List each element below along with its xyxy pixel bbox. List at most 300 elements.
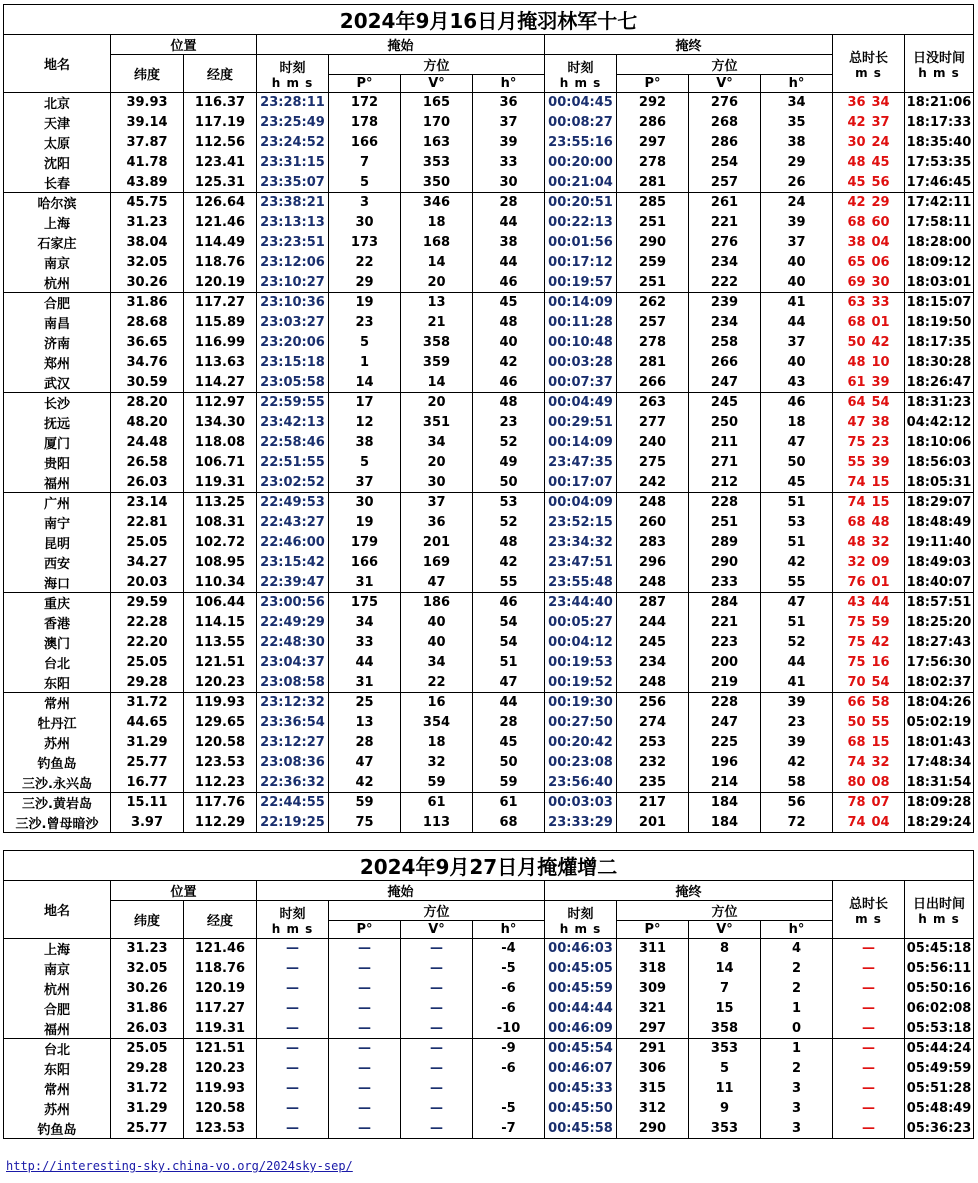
- duration-seconds: 04: [871, 235, 890, 250]
- start-h-cell: 52: [473, 433, 545, 453]
- end-time-cell: 00:19:57: [545, 273, 617, 293]
- end-p-cell: 281: [617, 353, 689, 373]
- sunset-cell: 18:30:28: [905, 353, 974, 373]
- duration-seconds: 44: [871, 595, 890, 611]
- table-row: [4, 1039, 974, 1059]
- sunset-cell: 18:03:01: [905, 273, 974, 293]
- header-v: V°: [401, 75, 473, 93]
- table-row: [4, 633, 974, 653]
- end-p-cell: 297: [617, 1019, 689, 1039]
- lat-cell: 26.58: [111, 453, 184, 473]
- end-v-cell: 184: [689, 793, 761, 813]
- end-v-cell: 225: [689, 733, 761, 753]
- start-v-cell: 18: [401, 733, 473, 753]
- lon-cell: 117.19: [184, 113, 257, 133]
- end-v-cell: 223: [689, 633, 761, 653]
- start-v-cell: 165: [401, 93, 473, 113]
- place-cell: 太原: [4, 133, 111, 153]
- start-time-cell: 23:24:52: [257, 133, 329, 153]
- start-p-cell: 19: [329, 293, 401, 313]
- table-title: 2024年9月16日月掩羽林军十七: [4, 5, 974, 35]
- duration-seconds: 32: [871, 755, 890, 770]
- sunset-cell: 17:42:11: [905, 193, 974, 213]
- start-h-cell: 48: [473, 313, 545, 333]
- lon-cell: 119.93: [184, 1079, 257, 1099]
- table-row: [4, 773, 974, 793]
- lat-cell: 23.14: [111, 493, 184, 513]
- table-row: [4, 1119, 974, 1139]
- start-time-cell: 23:03:27: [257, 313, 329, 333]
- start-p-cell: 31: [329, 673, 401, 693]
- end-p-cell: 275: [617, 453, 689, 473]
- lon-cell: 120.23: [184, 1059, 257, 1079]
- lon-cell: 120.23: [184, 673, 257, 693]
- end-p-cell: 244: [617, 613, 689, 633]
- start-v-cell: 20: [401, 273, 473, 293]
- lat-cell: 29.28: [111, 1059, 184, 1079]
- start-time-cell: —: [257, 1099, 329, 1119]
- header-place: 地名: [4, 35, 111, 93]
- end-time-cell: 00:45:54: [545, 1039, 617, 1059]
- end-h-cell: 40: [761, 353, 833, 373]
- duration-seconds: 34: [871, 95, 890, 111]
- header-end-azimuth: 方位: [617, 901, 833, 921]
- end-h-cell: 18: [761, 413, 833, 433]
- start-p-cell: 5: [329, 453, 401, 473]
- lat-cell: 31.23: [111, 939, 184, 959]
- header-p: P°: [329, 921, 401, 939]
- start-v-cell: 21: [401, 313, 473, 333]
- lat-cell: 29.28: [111, 673, 184, 693]
- start-v-cell: 18: [401, 213, 473, 233]
- start-p-cell: 30: [329, 213, 401, 233]
- duration-minutes: 43: [847, 595, 866, 611]
- table-row: [4, 513, 974, 533]
- end-v-cell: 276: [689, 233, 761, 253]
- duration-seconds: 01: [871, 315, 890, 330]
- end-p-cell: 217: [617, 793, 689, 813]
- duration-minutes: 74: [847, 474, 866, 490]
- duration-seconds: 37: [871, 115, 890, 130]
- duration-minutes: 75: [847, 615, 866, 630]
- place-cell: 三沙.永兴岛: [4, 773, 111, 793]
- end-v-cell: 353: [689, 1039, 761, 1059]
- lon-cell: 118.76: [184, 253, 257, 273]
- end-p-cell: 318: [617, 959, 689, 979]
- end-v-cell: 251: [689, 513, 761, 533]
- duration-minutes: 76: [847, 574, 866, 590]
- sunset-cell: 18:01:43: [905, 733, 974, 753]
- end-h-cell: 2: [761, 1059, 833, 1079]
- end-v-cell: 15: [689, 999, 761, 1019]
- end-v-cell: 276: [689, 93, 761, 113]
- table-title: 2024年9月27日月掩爟增二: [4, 851, 974, 881]
- table-row: [4, 193, 974, 213]
- table-row: [4, 979, 974, 999]
- sunset-cell: 17:48:34: [905, 753, 974, 773]
- start-v-cell: 350: [401, 173, 473, 193]
- start-v-cell: —: [401, 1019, 473, 1039]
- duration-cell: [833, 213, 905, 233]
- start-p-cell: 179: [329, 533, 401, 553]
- end-h-cell: 56: [761, 793, 833, 813]
- lat-cell: 39.14: [111, 113, 184, 133]
- end-p-cell: 262: [617, 293, 689, 313]
- duration-seconds: 42: [871, 635, 890, 650]
- duration-cell: [833, 813, 905, 833]
- table-row: [4, 593, 974, 613]
- start-h-cell: 61: [473, 793, 545, 813]
- sunset-cell: 18:02:37: [905, 673, 974, 693]
- end-time-cell: 00:23:08: [545, 753, 617, 773]
- start-v-cell: 163: [401, 133, 473, 153]
- start-time-cell: 22:39:47: [257, 573, 329, 593]
- end-h-cell: 55: [761, 573, 833, 593]
- lat-cell: 45.75: [111, 193, 184, 213]
- end-h-cell: 0: [761, 1019, 833, 1039]
- start-p-cell: 178: [329, 113, 401, 133]
- lon-cell: 119.93: [184, 693, 257, 713]
- sunset-cell: 18:35:40: [905, 133, 974, 153]
- end-h-cell: 1: [761, 999, 833, 1019]
- end-time-cell: 00:14:09: [545, 293, 617, 313]
- start-time-cell: —: [257, 1039, 329, 1059]
- start-v-cell: 36: [401, 513, 473, 533]
- duration-cell: [833, 713, 905, 733]
- duration-cell: [833, 493, 905, 513]
- start-p-cell: 175: [329, 593, 401, 613]
- sunrise-cell: 05:53:18: [905, 1019, 974, 1039]
- end-h-cell: 42: [761, 753, 833, 773]
- end-v-cell: 261: [689, 193, 761, 213]
- table-row: [4, 393, 974, 413]
- start-v-cell: 61: [401, 793, 473, 813]
- start-h-cell: 53: [473, 493, 545, 513]
- duration-seconds: 15: [871, 735, 890, 750]
- end-h-cell: 37: [761, 233, 833, 253]
- sunrise-cell: 05:44:24: [905, 1039, 974, 1059]
- lat-cell: 31.23: [111, 213, 184, 233]
- duration-cell: [833, 613, 905, 633]
- duration-minutes: 78: [847, 795, 866, 811]
- start-time-cell: —: [257, 999, 329, 1019]
- start-time-cell: 23:12:06: [257, 253, 329, 273]
- lat-cell: 26.03: [111, 473, 184, 493]
- duration-minutes: 50: [847, 335, 866, 350]
- place-cell: 上海: [4, 213, 111, 233]
- duration-minutes: 68: [847, 315, 866, 330]
- start-time-cell: 22:44:55: [257, 793, 329, 813]
- sunset-cell: 18:09:28: [905, 793, 974, 813]
- end-p-cell: 309: [617, 979, 689, 999]
- start-v-cell: 16: [401, 693, 473, 713]
- end-time-cell: 00:20:51: [545, 193, 617, 213]
- duration-minutes: 66: [847, 695, 866, 711]
- place-cell: 武汉: [4, 373, 111, 393]
- start-p-cell: 166: [329, 553, 401, 573]
- duration-cell: [833, 753, 905, 773]
- end-h-cell: 2: [761, 979, 833, 999]
- end-p-cell: 242: [617, 473, 689, 493]
- table-row: [4, 1099, 974, 1119]
- end-v-cell: 266: [689, 353, 761, 373]
- sunrise-cell: 05:50:16: [905, 979, 974, 999]
- lon-cell: 113.25: [184, 493, 257, 513]
- duration-minutes: 38: [847, 235, 866, 250]
- place-cell: 西安: [4, 553, 111, 573]
- end-p-cell: 287: [617, 593, 689, 613]
- duration-seconds: 59: [871, 615, 890, 630]
- start-v-cell: 34: [401, 653, 473, 673]
- end-p-cell: 248: [617, 493, 689, 513]
- lon-cell: 129.65: [184, 713, 257, 733]
- duration-cell: —: [833, 939, 905, 959]
- start-v-cell: 201: [401, 533, 473, 553]
- duration-minutes: 75: [847, 655, 866, 670]
- header-h: h°: [473, 921, 545, 939]
- table-row: [4, 813, 974, 833]
- duration-minutes: 32: [847, 555, 866, 570]
- table-row: [4, 253, 974, 273]
- place-cell: 昆明: [4, 533, 111, 553]
- duration-cell: [833, 593, 905, 613]
- start-p-cell: —: [329, 979, 401, 999]
- end-time-cell: 00:29:51: [545, 413, 617, 433]
- end-v-cell: 353: [689, 1119, 761, 1139]
- duration-minutes: 61: [847, 374, 866, 390]
- lat-cell: 31.72: [111, 1079, 184, 1099]
- place-cell: 福州: [4, 1019, 111, 1039]
- start-p-cell: 47: [329, 753, 401, 773]
- start-h-cell: 47: [473, 673, 545, 693]
- place-cell: 杭州: [4, 273, 111, 293]
- end-time-cell: 00:27:50: [545, 713, 617, 733]
- start-h-cell: 30: [473, 173, 545, 193]
- duration-seconds: 30: [871, 274, 890, 290]
- table-row: [4, 433, 974, 453]
- start-time-cell: 23:05:58: [257, 373, 329, 393]
- start-v-cell: 13: [401, 293, 473, 313]
- start-h-cell: 42: [473, 553, 545, 573]
- sunset-cell: 18:31:23: [905, 393, 974, 413]
- header-p: P°: [617, 921, 689, 939]
- duration-cell: [833, 413, 905, 433]
- lon-cell: 117.27: [184, 293, 257, 313]
- end-h-cell: 44: [761, 653, 833, 673]
- sunset-cell: 17:56:30: [905, 653, 974, 673]
- header-h: h°: [473, 75, 545, 93]
- start-p-cell: 37: [329, 473, 401, 493]
- start-p-cell: 42: [329, 773, 401, 793]
- duration-cell: [833, 433, 905, 453]
- source-link[interactable]: http://interesting-sky.china-vo.org/2024sky-sep/: [6, 1159, 353, 1173]
- place-cell: 牡丹江: [4, 713, 111, 733]
- end-h-cell: 38: [761, 133, 833, 153]
- place-cell: 台北: [4, 1039, 111, 1059]
- start-p-cell: 12: [329, 413, 401, 433]
- table-row: [4, 173, 974, 193]
- table-row: [4, 453, 974, 473]
- lon-cell: 114.49: [184, 233, 257, 253]
- duration-seconds: 32: [871, 535, 890, 550]
- header-end: 掩终: [545, 881, 833, 901]
- table-row: [4, 373, 974, 393]
- lat-cell: 31.29: [111, 733, 184, 753]
- table-row: [4, 713, 974, 733]
- end-v-cell: 254: [689, 153, 761, 173]
- end-p-cell: 251: [617, 213, 689, 233]
- start-time-cell: 22:58:46: [257, 433, 329, 453]
- table-row: [4, 473, 974, 493]
- end-time-cell: 23:44:40: [545, 593, 617, 613]
- duration-minutes: 80: [847, 774, 866, 790]
- table-row: [4, 673, 974, 693]
- lat-cell: 22.81: [111, 513, 184, 533]
- end-h-cell: 53: [761, 513, 833, 533]
- duration-cell: [833, 333, 905, 353]
- end-time-cell: 00:03:28: [545, 353, 617, 373]
- start-p-cell: 30: [329, 493, 401, 513]
- table-row: [4, 573, 974, 593]
- header-start-time: 时刻 h m s: [257, 55, 329, 93]
- end-h-cell: 1: [761, 1039, 833, 1059]
- start-p-cell: —: [329, 1039, 401, 1059]
- start-h-cell: -9: [473, 1039, 545, 1059]
- end-v-cell: 257: [689, 173, 761, 193]
- duration-minutes: 68: [847, 515, 866, 530]
- end-v-cell: 250: [689, 413, 761, 433]
- occultation-table-2: [3, 850, 974, 1139]
- lat-cell: 38.04: [111, 233, 184, 253]
- start-time-cell: —: [257, 959, 329, 979]
- start-time-cell: —: [257, 1019, 329, 1039]
- end-h-cell: 42: [761, 553, 833, 573]
- end-v-cell: 289: [689, 533, 761, 553]
- start-time-cell: 22:19:25: [257, 813, 329, 833]
- table-row: [4, 733, 974, 753]
- place-cell: 石家庄: [4, 233, 111, 253]
- place-cell: 合肥: [4, 293, 111, 313]
- start-v-cell: —: [401, 999, 473, 1019]
- lon-cell: 123.53: [184, 753, 257, 773]
- end-v-cell: 234: [689, 253, 761, 273]
- start-h-cell: 59: [473, 773, 545, 793]
- end-h-cell: 2: [761, 959, 833, 979]
- lon-cell: 121.46: [184, 939, 257, 959]
- start-h-cell: 44: [473, 253, 545, 273]
- lon-cell: 117.76: [184, 793, 257, 813]
- header-sun: 日没时间 h m s: [905, 35, 974, 93]
- start-h-cell: 39: [473, 133, 545, 153]
- start-p-cell: 13: [329, 713, 401, 733]
- duration-cell: [833, 113, 905, 133]
- end-h-cell: 72: [761, 813, 833, 833]
- start-h-cell: 33: [473, 153, 545, 173]
- lon-cell: 121.51: [184, 1039, 257, 1059]
- place-cell: 澳门: [4, 633, 111, 653]
- header-position: 位置: [111, 35, 257, 55]
- start-p-cell: —: [329, 1119, 401, 1139]
- end-time-cell: 00:05:27: [545, 613, 617, 633]
- start-p-cell: 166: [329, 133, 401, 153]
- end-time-cell: 23:56:40: [545, 773, 617, 793]
- duration-seconds: 58: [871, 695, 890, 711]
- start-v-cell: 22: [401, 673, 473, 693]
- sunset-cell: 18:25:20: [905, 613, 974, 633]
- place-cell: 南昌: [4, 313, 111, 333]
- table-row: [4, 533, 974, 553]
- start-h-cell: -6: [473, 1059, 545, 1079]
- lon-cell: 108.95: [184, 553, 257, 573]
- end-h-cell: 3: [761, 1079, 833, 1099]
- place-cell: 东阳: [4, 1059, 111, 1079]
- end-v-cell: 239: [689, 293, 761, 313]
- place-cell: 福州: [4, 473, 111, 493]
- sunrise-cell: 05:45:18: [905, 939, 974, 959]
- duration-seconds: 16: [871, 655, 890, 670]
- end-time-cell: 00:01:56: [545, 233, 617, 253]
- place-cell: 南宁: [4, 513, 111, 533]
- end-time-cell: 00:46:09: [545, 1019, 617, 1039]
- lat-cell: 25.77: [111, 1119, 184, 1139]
- end-v-cell: 11: [689, 1079, 761, 1099]
- table-row: [4, 353, 974, 373]
- table-row: [4, 1019, 974, 1039]
- lon-cell: 118.08: [184, 433, 257, 453]
- end-p-cell: 281: [617, 173, 689, 193]
- duration-cell: [833, 573, 905, 593]
- start-v-cell: 168: [401, 233, 473, 253]
- duration-cell: [833, 473, 905, 493]
- end-p-cell: 290: [617, 233, 689, 253]
- sunset-cell: 18:10:06: [905, 433, 974, 453]
- lon-cell: 114.15: [184, 613, 257, 633]
- end-time-cell: 00:07:37: [545, 373, 617, 393]
- duration-seconds: 33: [871, 295, 890, 311]
- lat-cell: 31.86: [111, 999, 184, 1019]
- duration-seconds: 54: [871, 674, 890, 690]
- start-h-cell: 46: [473, 273, 545, 293]
- start-v-cell: 32: [401, 753, 473, 773]
- sunset-cell: 18:09:12: [905, 253, 974, 273]
- lat-cell: 48.20: [111, 413, 184, 433]
- end-v-cell: 196: [689, 753, 761, 773]
- end-time-cell: 00:22:13: [545, 213, 617, 233]
- duration-seconds: 07: [871, 795, 890, 811]
- end-h-cell: 50: [761, 453, 833, 473]
- end-h-cell: 35: [761, 113, 833, 133]
- end-time-cell: 00:45:59: [545, 979, 617, 999]
- lon-cell: 117.27: [184, 999, 257, 1019]
- start-time-cell: 23:15:42: [257, 553, 329, 573]
- place-cell: 常州: [4, 1079, 111, 1099]
- duration-cell: —: [833, 1059, 905, 1079]
- table-row: [4, 133, 974, 153]
- duration-cell: —: [833, 1099, 905, 1119]
- end-time-cell: 00:04:12: [545, 633, 617, 653]
- end-h-cell: 26: [761, 173, 833, 193]
- table-row: [4, 613, 974, 633]
- place-cell: 苏州: [4, 1099, 111, 1119]
- table-row: [4, 333, 974, 353]
- lon-cell: 120.19: [184, 979, 257, 999]
- start-h-cell: 54: [473, 633, 545, 653]
- duration-minutes: 30: [847, 135, 866, 150]
- start-h-cell: 50: [473, 473, 545, 493]
- end-time-cell: 00:46:07: [545, 1059, 617, 1079]
- start-p-cell: 23: [329, 313, 401, 333]
- lat-cell: 25.77: [111, 753, 184, 773]
